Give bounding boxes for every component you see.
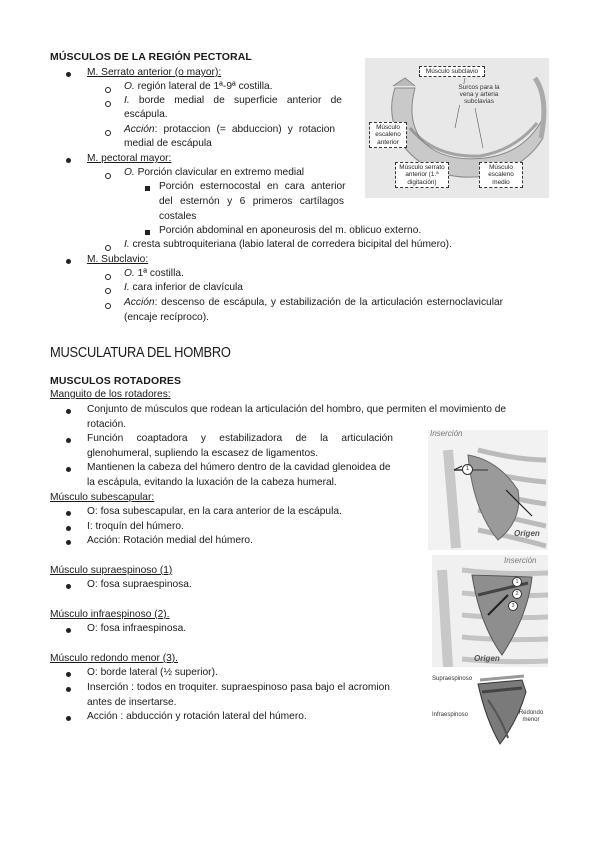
subescapular-title: Músculo subescapular: (50, 492, 155, 503)
label-escaleno-medio: Músculo escaleno medio (479, 162, 523, 188)
manguito-b1-1: Conjunto de músculos que rodean la articulación del hombro, que permiten el movimiento de (87, 404, 507, 415)
label-surcos: Surcos para la vena y arteria subclavias (455, 84, 503, 105)
pectoral-sub2: Porción abdominal en aponeurosis del m. oblicuo externo. (159, 225, 422, 236)
label-num-1b: 1 (512, 577, 522, 587)
label-infraespinoso: Infraespinoso (432, 712, 469, 718)
subclavio-origen: O. 1ª costilla. (124, 268, 184, 279)
serrato-title: M. Serrato anterior (o mayor): (87, 67, 222, 78)
bullet (66, 259, 71, 264)
bullet (105, 130, 111, 136)
bullet (145, 186, 150, 191)
supra-b1: O: fosa supraespinosa. (87, 579, 192, 590)
bullet (66, 158, 71, 163)
bullet (66, 526, 71, 531)
serrato-accion-1: Acción: protaccion (= abduccion) y rotacion (124, 124, 336, 135)
figure-subescapular (428, 430, 548, 550)
serrato-accion-2: medial de escápula (124, 138, 212, 149)
pectoral-sub1-3: costales (159, 211, 197, 222)
infra-b1: O: fosa infraespinosa. (87, 623, 187, 634)
section-title-pectoral: MÚSCULOS DE LA REGIÓN PECTORAL (50, 51, 252, 63)
bullet (105, 303, 111, 309)
manguito-b2-1: Función coaptadora y estabilizadora de la articulación (87, 433, 393, 444)
bullet (66, 467, 71, 472)
infra-title: Músculo infraespinoso (2). (50, 609, 170, 620)
subclavio-accion-2: (encaje recíproco). (124, 312, 209, 323)
label-origen: Origen (514, 529, 540, 538)
redondo-title: Músculo redondo menor (3). (50, 653, 178, 664)
pectoral-sub1-1: Porción esternocostal en cara anterior (159, 181, 346, 192)
bullet (66, 716, 71, 721)
posterior-scapula-illustration (432, 555, 548, 667)
bullet (105, 87, 111, 93)
subescapular-b1: O: fosa subescapular, en la cara anterior de la escápula. (87, 506, 342, 517)
rotadores-title: MUSCULOS ROTADORES (50, 375, 182, 387)
section-title-hombro: MUSCULATURA DEL HOMBRO (50, 344, 231, 361)
bullet (105, 101, 111, 107)
redondo-b2-2: antes de insertarse. (87, 697, 177, 708)
label-redondo-menor: Redondo menor (518, 710, 544, 723)
figure-rotator-cuff (430, 670, 548, 748)
bullet (66, 511, 71, 516)
redondo-b3: Acción : abducción y rotación lateral del húmero. (87, 711, 307, 722)
manguito-b2-2: glenohumeral, supliendo la escasez de ligamentos. (87, 448, 319, 459)
bullet (66, 628, 71, 633)
serrato-insercion-1: I. borde medial de superficie anterior de (124, 95, 342, 106)
manguito-b3-1: Mantienen la cabeza del húmero dentro de la cavidad glenoidea de (87, 462, 391, 473)
label-serrato: Músculo serrato anterior (1.ª digitación) (395, 162, 449, 188)
redondo-b1: O: borde lateral (½ superior). (87, 667, 218, 678)
bullet (66, 672, 71, 677)
serrato-origen: O. región lateral de 1ª-9ª costilla. (124, 81, 273, 92)
figure-posterior-scapula (432, 555, 548, 667)
label-escaleno-anterior: Músculo escaleno anterior (369, 122, 407, 148)
redondo-b2-1: Inserción : todos en troquiter. supraespinoso pasa bajo el acromion (87, 682, 390, 693)
label-num-2: 2 (512, 589, 522, 599)
bullet (105, 288, 111, 294)
label-supraespinoso: Supraespinoso (432, 676, 473, 682)
label-subclavio: Músculo subclavio (419, 66, 485, 77)
bullet (105, 245, 111, 251)
bullet (66, 687, 71, 692)
bullet (66, 584, 71, 589)
bullet (66, 438, 71, 443)
bullet (105, 173, 111, 179)
supra-title: Músculo supraespinoso (1) (50, 565, 173, 576)
pectoral-sub1-2: del esternón y 6 primeros cartílagos (159, 196, 344, 207)
pectoral-insercion: I. cresta subtroquiteriana (labio lateral de corredera bicipital del húmero). (124, 239, 452, 250)
bullet (66, 540, 71, 545)
manguito-b3-2: la escápula, evitando la luxación de la cabeza humeral. (87, 477, 337, 488)
subclavio-insercion: I. cara inferior de clavícula (124, 282, 243, 293)
label-insercion: Inserción (430, 430, 463, 438)
serrato-insercion-2: escápula. (124, 109, 168, 120)
figure-first-rib (365, 58, 549, 198)
label-origen-2: Origen (474, 654, 500, 663)
bullet (145, 230, 150, 235)
bullet (66, 409, 71, 414)
subclavio-title: M. Subclavio: (87, 254, 149, 265)
manguito-b1-2: rotación. (87, 419, 127, 430)
subescapular-b2: I: troquín del húmero. (87, 521, 184, 532)
pectoral-origen: O. Porción clavicular en extremo medial (124, 167, 305, 178)
pectoral-mayor-title: M. pectoral mayor: (87, 153, 172, 164)
subclavio-accion-1: Acción: descenso de escápula, y estabilización de la articulación esternoclavicular (124, 297, 504, 308)
bullet (105, 274, 111, 280)
bullet (66, 72, 71, 77)
subescapular-b3: Acción: Rotación medial del húmero. (87, 535, 253, 546)
manguito-title: Manguito de los rotadores: (50, 389, 171, 400)
label-num-1: 1 (462, 464, 473, 475)
label-num-3: 3 (508, 601, 518, 611)
label-insercion-2: Inserción (504, 556, 537, 565)
